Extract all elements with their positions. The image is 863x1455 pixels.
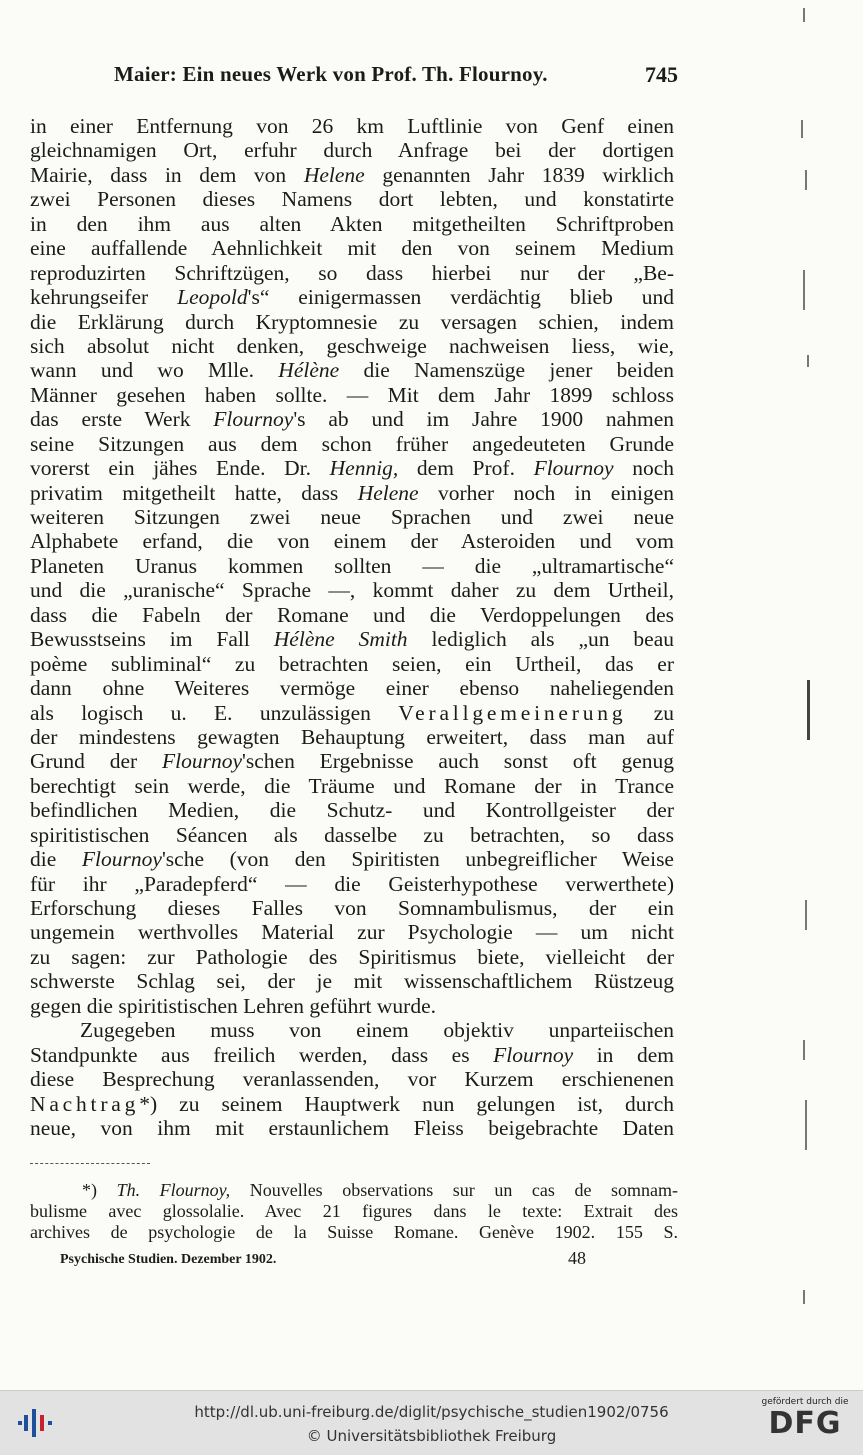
text-line: Nachtrag*) zu seinem Hauptwerk nun gelungen ist, durch	[30, 1091, 674, 1116]
funding-note: gefördert durch die	[761, 1397, 849, 1407]
text-line: dann ohne Weiteres vermöge einer ebenso naheliegenden	[30, 676, 674, 701]
text-line: der mindestens gewagten Behauptung erweitert, dass man auf	[30, 724, 674, 749]
body-text	[30, 114, 674, 1140]
text-line: in den ihm aus alten Akten mitgetheilten Schriftproben	[30, 211, 674, 236]
text-line: gegen die spiritistischen Lehren geführt wurde.	[30, 993, 436, 1018]
text-line: gleichnamigen Ort, erfuhr durch Anfrage bei der dortigen	[30, 138, 674, 163]
text-line: Männer gesehen haben sollte. — Mit dem Jahr 1899 schloss	[30, 382, 674, 407]
text-line: vorerst ein jähes Ende. Dr. Hennig, dem Prof. Flournoy noch	[30, 456, 674, 481]
text-line: die Flournoy'sche (von den Spiritisten unbegreiflicher Weise	[30, 847, 674, 872]
text-line: zwei Personen dieses Namens dort lebten, und konstatirte	[30, 187, 674, 212]
viewer-footer-bar	[0, 1390, 863, 1455]
text-line: und die „uranische“ Sprache —, kommt daher zu dem Urtheil,	[30, 578, 674, 603]
text-line: weiteren Sitzungen zwei neue Sprachen und zwei neue	[30, 505, 674, 529]
page-header	[30, 58, 678, 92]
dfg-funding-logo	[757, 1397, 853, 1449]
text-line: Mairie, dass in dem von Helene genannten Jahr 1839 wirklich	[30, 162, 674, 187]
text-line: reproduzirten Schriftzügen, so dass hierbei nur der „Be-	[30, 260, 674, 285]
text-line: ungemein werthvolles Material zur Psychologie — um nicht	[30, 920, 674, 945]
permalink-url[interactable]: http://dl.ub.uni-freiburg.de/diglit/psychische_studien1902/0756	[194, 1403, 669, 1421]
text-line: befindlichen Medien, die Schutz- und Kontrollgeister der	[30, 798, 674, 823]
dfg-logo-icon: DFG	[768, 1406, 842, 1441]
text-line: das erste Werk Flournoy's ab und im Jahre 1900 nahmen	[30, 407, 674, 432]
footnote	[30, 1180, 678, 1243]
text-line: neue, von ihm mit erstaunlichem Fleiss beigebrachte Daten	[30, 1115, 674, 1140]
text-line: sich absolut nicht denken, geschweige nachweisen liess, wie,	[30, 333, 674, 358]
journal-signature: Psychische Studien. Dezember 1902.	[60, 1252, 277, 1267]
copyright-notice: © Universitätsbibliothek Freiburg	[306, 1427, 557, 1445]
page-edge-marks	[795, 0, 813, 1390]
text-line: spiritistischen Séancen als dasselbe zu betrachten, so dass	[30, 822, 674, 847]
text-line: dass die Fabeln der Romane und die Verdoppelungen des	[30, 602, 674, 627]
text-line: in einer Entfernung von 26 km Luftlinie von Genf einen	[30, 114, 674, 138]
text-line: poème subliminal“ zu betrachten seien, ein Urtheil, das er	[30, 651, 674, 676]
text-line: wann und wo Mlle. Hélène die Namenszüge jener beiden	[30, 358, 674, 383]
text-line: privatim mitgetheilt hatte, dass Helene vorher noch in einigen	[30, 480, 674, 505]
footnote-line: archives de psychologie de la Suisse Romane. Genève 1902. 155 S.	[30, 1222, 678, 1242]
text-line: als logisch u. E. unzulässigen Verallgemeinerung zu	[30, 700, 674, 725]
page-number: 745	[645, 62, 678, 87]
text-line: Alphabete erfand, die von einem der Asteroiden und vom	[30, 529, 674, 554]
text-line: für ihr „Paradepferd“ — die Geisterhypothese verwerthete)	[30, 871, 674, 896]
text-line: diese Besprechung veranlassenden, vor Kurzem erschienenen	[30, 1067, 674, 1092]
text-line: Planeten Uranus kommen sollten — die „ultramartische“	[30, 553, 674, 578]
text-line: Erforschung dieses Falles von Somnambulismus, der ein	[30, 896, 674, 920]
text-line: Zugegeben muss von einem objektiv unparteiischen	[80, 1018, 674, 1043]
footnote-line: *) Th. Flournoy, Nouvelles observations sur un cas de somnam-	[82, 1180, 678, 1200]
text-line: Standpunkte aus freilich werden, dass es Flournoy in dem	[30, 1042, 674, 1067]
footnote-divider	[30, 1163, 150, 1164]
text-line: berechtigt sein werde, die Träume und Romane der in Trance	[30, 773, 674, 798]
text-line: seine Sitzungen aus dem schon früher angedeuteten Grunde	[30, 431, 674, 456]
footnote-line: bulisme avec glossolalie. Avec 21 figures dans le texte: Extrait des	[30, 1201, 678, 1221]
running-head: Maier: Ein neues Werk von Prof. Th. Flournoy.	[114, 62, 548, 86]
signature-number: 48	[568, 1248, 586, 1268]
text-line: Bewusstseins im Fall Hélène Smith lediglich als „un beau	[30, 627, 674, 652]
text-line: zu sagen: zur Pathologie des Spiritismus biete, vielleicht der	[30, 944, 674, 969]
text-line: eine auffallende Aehnlichkeit mit den von seinem Medium	[30, 236, 674, 261]
text-line: die Erklärung durch Kryptomnesie zu versagen schien, indem	[30, 309, 674, 334]
text-line: kehrungseifer Leopold's“ einigermassen verdächtig blieb und	[30, 285, 674, 310]
text-line: Grund der Flournoy'schen Ergebnisse auch sonst oft genug	[30, 749, 674, 774]
text-line: schwerste Schlag sei, der je mit wissenschaftlichem Rüstzeug	[30, 969, 674, 994]
